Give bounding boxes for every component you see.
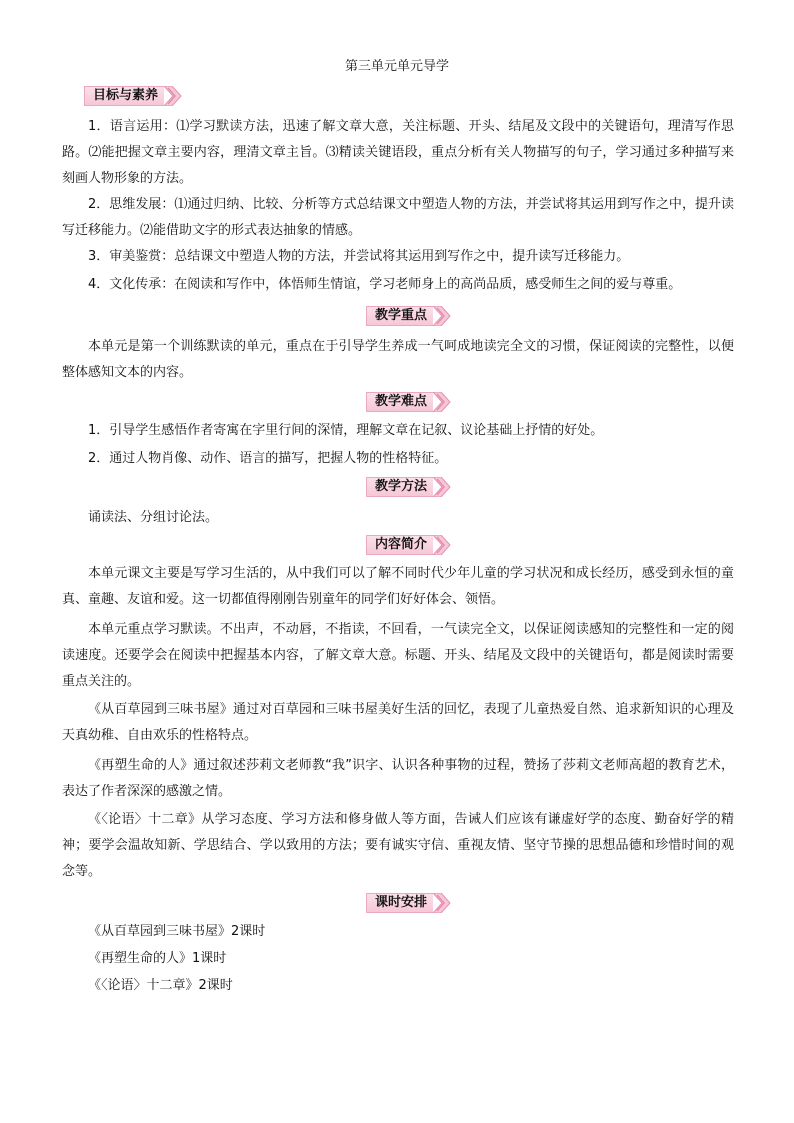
section-badge-goals <box>84 86 182 106</box>
summary-paragraph-5: 《〈论语〉十二章》从学习态度、学习方法和修身做人等方面，告诫人们应该有谦虚好学的态度、勤奋好学的精神；要学会温故知新、学思结合、学以致用的方法；要有诚实守信、重视友情、坚守节操的思想品德和珍惜时间的观念等。 <box>62 812 734 879</box>
document-title: 第三单元单元导学 <box>344 59 449 74</box>
chevron-right-icon <box>433 392 451 412</box>
section-heading-difficulties: 教学难点 <box>366 392 433 412</box>
goal-item-3: 3．审美鉴赏：总结课文中塑造人物的方法，并尝试将其运用到写作之中，提升读写迁移能力。 <box>88 249 630 264</box>
section-badge-key-points <box>366 306 451 326</box>
chevron-right-icon <box>433 306 451 326</box>
section-heading-key-points: 教学重点 <box>366 306 433 326</box>
section-heading-summary: 内容简介 <box>366 535 433 555</box>
section-heading-methods: 教学方法 <box>366 477 433 497</box>
schedule-item-2: 《再塑生命的人》1课时 <box>88 951 227 966</box>
schedule-item-3: 《〈论语〉十二章》2课时 <box>88 978 233 993</box>
summary-paragraph-2: 本单元重点学习默读。不出声，不动唇，不指读，不回看，一气读完全文，以保证阅读感知的完整性和一定的阅读速度。还要学会在阅读中把握基本内容，了解文章大意。标题、开头、结尾及文段中的关键语句，都是阅读时需要重点关注的。 <box>62 622 734 689</box>
summary-paragraph-3: 《从百草园到三味书屋》通过对百草园和三味书屋美好生活的回忆，表现了儿童热爱自然、追求新知识的心理及天真幼稚、自由欢乐的性格特点。 <box>62 702 734 743</box>
chevron-right-icon <box>433 535 451 555</box>
summary-paragraph-4: 《再塑生命的人》通过叙述莎莉文老师教“我”识字、认识各种事物的过程，赞扬了莎莉文老师高超的教育艺术，表达了作者深深的感激之情。 <box>62 758 734 799</box>
summary-paragraph-1: 本单元课文主要是写学习生活的，从中我们可以了解不同时代少年儿童的学习状况和成长经历，感受到永恒的童真、童趣、友谊和爱。这一切都值得刚刚告别童年的同学们好好体会、领悟。 <box>62 566 734 607</box>
section-heading-goals: 目标与素养 <box>84 86 164 106</box>
schedule-item-1: 《从百草园到三味书屋》2课时 <box>88 924 266 939</box>
goal-item-2: 2．思维发展：⑴通过归纳、比较、分析等方式总结课文中塑造人物的方法，并尝试将其运用到写作之中，提升读写迁移能力。⑵能借助文字的形式表达抽象的情感。 <box>62 197 734 238</box>
goal-item-4: 4．文化传承：在阅读和写作中，体悟师生情谊，学习老师身上的高尚品质，感受师生之间的爱与尊重。 <box>88 277 682 292</box>
section-heading-schedule: 课时安排 <box>366 893 433 913</box>
section-badge-difficulties <box>366 392 451 412</box>
chevron-right-icon <box>433 477 451 497</box>
difficulty-item-2: 2．通过人物肖像、动作、语言的描写，把握人物的性格特征。 <box>88 451 448 466</box>
section-badge-methods <box>366 477 451 497</box>
chevron-right-icon <box>164 86 182 106</box>
key-points-text: 本单元是第一个训练默读的单元，重点在于引导学生养成一气呵成地读完全文的习惯，保证阅读的完整性，以便整体感知文本的内容。 <box>62 339 734 380</box>
chevron-right-icon <box>433 893 451 913</box>
section-badge-summary <box>366 535 451 555</box>
difficulty-item-1: 1．引导学生感悟作者寄寓在字里行间的深情，理解文章在记叙、议论基础上抒情的好处。 <box>88 423 604 438</box>
goal-item-1: 1．语言运用：⑴学习默读方法，迅速了解文章大意，关注标题、开头、结尾及文段中的关键语句，理清写作思路。⑵能把握文章主要内容，理清文章主旨。⑶精读关键语段，重点分析有关人物描写的句子，学习通过多种描写来刻画人物形象的方法。 <box>62 119 734 186</box>
methods-text: 诵读法、分组讨论法。 <box>88 510 219 525</box>
section-badge-schedule <box>366 893 451 913</box>
